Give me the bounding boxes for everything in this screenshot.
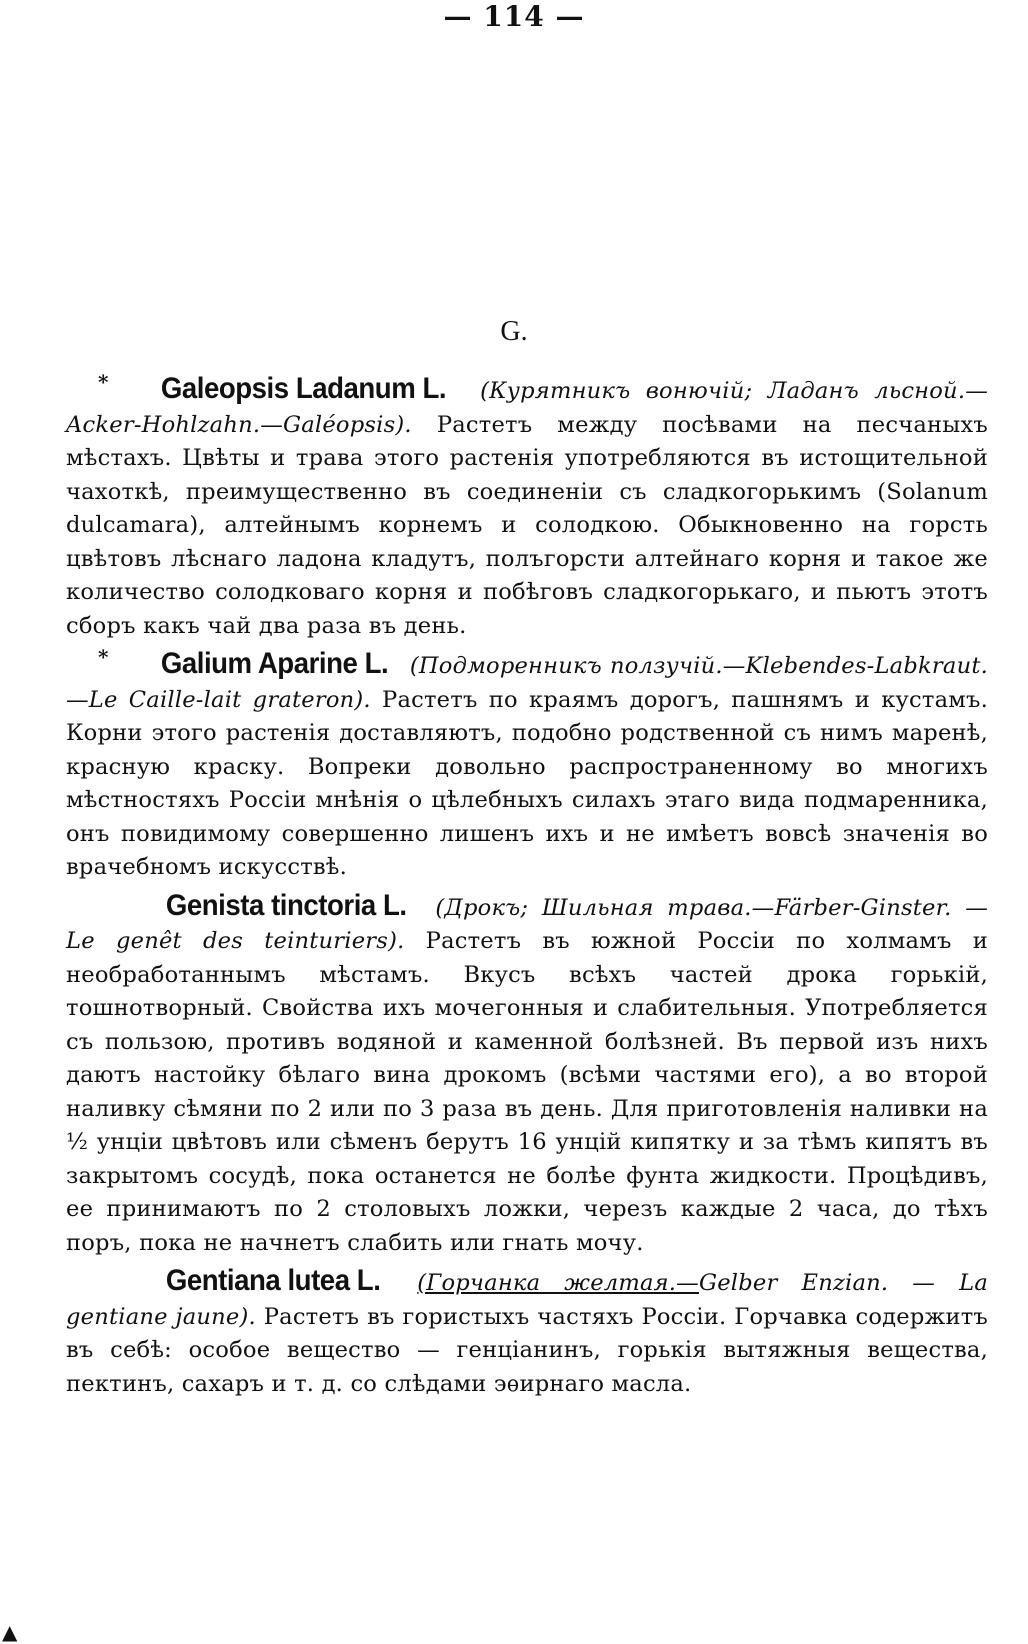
entry-gentiana [66, 1264, 988, 1401]
entry-text: Растетъ по краямъ дорогъ, пашнямъ и кустамъ. Корни этого растенія доставляютъ, подобно родственной съ нимъ маренѣ, красную краску. Вопреки довольно распространенному во многихъ мѣстностяхъ Россіи мнѣнія о цѣлебныхъ силахъ этаго вида подмаренника, онъ повидимому совершенно лишенъ ихъ и не имѣетъ вовсѣ значенія во врачебномъ искусствѣ. [66, 686, 988, 880]
entry-heading: Galium Aparine L. [160, 647, 388, 680]
entry-galeopsis [66, 372, 988, 643]
edge-mark-icon: ▲ [2, 1620, 18, 1644]
entry-synonyms: (Дрокъ; Шильная трава.—Färber-Ginster. — Le genêt des teinturiers). [66, 894, 988, 954]
entry-genista [66, 889, 988, 1261]
section-letter: G. [500, 316, 528, 347]
page-number: — 114 — [443, 0, 585, 33]
entry-synonyms: Gelber Enzian. — La gentiane jaune). [66, 1270, 989, 1330]
entry-marker: * [98, 645, 109, 670]
entry-text: Растетъ въ гористыхъ частяхъ Россіи. Горчавка содержитъ въ себѣ: особое вещество — генціанинъ, горькія вытяжныя вещества, пектинъ, сахаръ и т. д. со слѣдами эѳирнаго масла. [66, 1303, 988, 1397]
entry-synonyms-underlined: (Горчанка желтая.— [417, 1270, 699, 1296]
entry-synonyms: (Курятникъ вонючій; Ладанъ льсной.—Acker-Hohlzahn.—Galéopsis). [66, 378, 988, 438]
entry-heading: Galeopsis Ladanum L. [160, 372, 446, 405]
entry-synonyms: (Подмоpенникъ ползучій.—Klebendes-Labkraut.—Le Caille-lait grateron). [66, 653, 988, 713]
entry-heading: Genista tinctoria L. [165, 888, 407, 922]
entry-galium [66, 647, 988, 885]
entry-marker: * [98, 370, 109, 395]
entries-list [66, 372, 988, 1405]
entry-heading: Gentiana lutea L. [165, 1264, 381, 1297]
entry-text: Растетъ въ южной Россіи по холмамъ и необработаннымъ мѣстамъ. Вкусъ всѣхъ частей дрока горькій, тошнотворный. Свойства ихъ мочегонныя и слабительныя. Употребляется съ пользою, противъ водяной и каменной болѣзней. Въ первой изъ нихъ даютъ настойку бѣлаго вина дрокомъ (всѣми частями его), а во второй наливку сѣмяни по 2 или по 3 раза въ день. Для приготовленія наливки на ½ унціи цвѣтовъ или сѣменъ берутъ 16 унцій кипятку и за тѣмъ кипятъ въ закрытомъ сосудѣ, пока останется не болѣе фунта жидкости. Процѣдивъ, ее принимаютъ по 2 столовыхъ ложки, черезъ каждые 2 часа, до тѣхъ поръ, пока не начнетъ слабить или гнать мочу. [66, 928, 988, 1256]
entry-text: Растетъ между посѣвами на песчаныхъ мѣстахъ. Цвѣты и трава этого растенія употребляются въ истощительной чахоткѣ, преимущественно въ соединеніи съ сладкогорькимъ (Solanum dulcamara), алтейнымъ корнемъ и солодкою. Обыкновенно на горсть цвѣтовъ лѣснаго ладона кладутъ, полъгорсти алтейнаго корня и такое же количество солодковаго корня и побѣговъ сладкогорькаго, и пьютъ этотъ сборъ какъ чай два раза въ день. [66, 411, 988, 639]
